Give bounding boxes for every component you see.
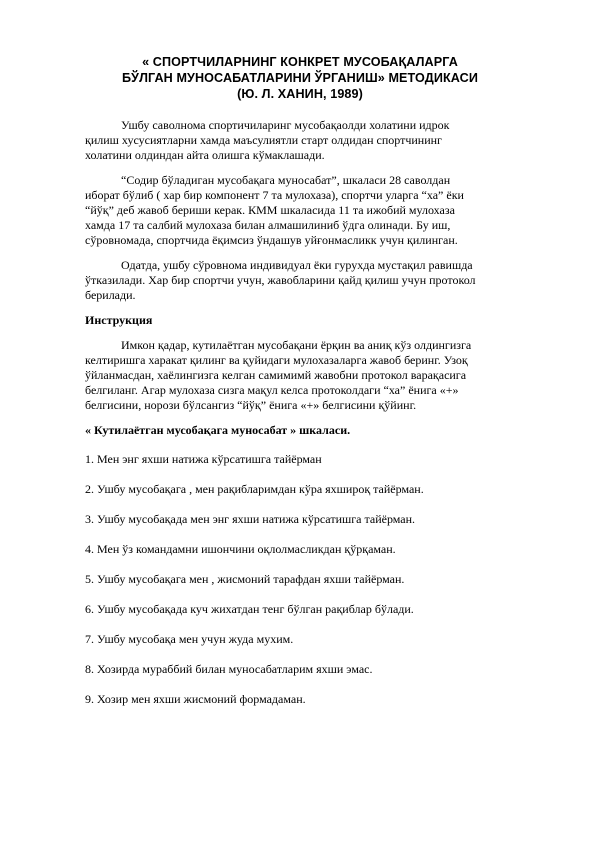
scale-description-paragraph	[85, 173, 515, 248]
intro-paragraph	[85, 118, 515, 163]
paragraph-line: қилиш хусусиятларни хамда маъсулиятли старт олдидан спортчининг	[85, 133, 442, 147]
list-item: 2. Ушбу мусобақага , мен рақибларимдан кўра яхшироқ тайёрман.	[85, 482, 424, 496]
paragraph-line: белгисини, норози бўлсангиз “йўқ” ёнига «+» белгисини қўйинг.	[85, 398, 417, 412]
paragraph-line: берилади.	[85, 288, 136, 302]
title-line-1: « СПОРТЧИЛАРНИНГ КОНКРЕТ МУСОБАҚАЛАРГА	[142, 55, 458, 69]
paragraph-line: сўровномада, спортчида ёқимсиз ўндашув уйғонмасликк учун қилинган.	[85, 233, 458, 247]
paragraph-line: “Содир бўладиган мусобақага муносабат”, шкаласи 28 саволдан	[121, 173, 451, 187]
paragraph-line: Ушбу саволнома спортичиларинг мусобақаолди холатини идрок	[121, 118, 450, 132]
paragraph-line: холатини олдиндан айта олишга кўмаклашади.	[85, 148, 325, 162]
paragraph-line: хамда 17 та салбий мулохаза билан алмашилиниб ўдга олинади. Бу иш,	[85, 218, 451, 232]
paragraph-line: Имкон қадар, кутилаётган мусобақани ёрқин ва аниқ кўз олдингизга	[121, 338, 472, 352]
list-item: 9. Хозир мен яхши жисмоний формадаман.	[85, 692, 306, 706]
scale-items-list	[85, 452, 515, 707]
paragraph-line: белгиланг. Агар мулохаза сизга мақул келса протоколдаги “ха” ёнига «+»	[85, 383, 459, 397]
paragraph-line: ўйланмасдан, хаёлингизга келган самимимй жавобни протокол варақасига	[85, 368, 467, 382]
list-item: 4. Мен ўз командамни ишончини оқлолмасликдан қўрқаман.	[85, 542, 396, 556]
procedure-paragraph	[85, 258, 515, 303]
title-line-3: (Ю. Л. ХАНИН, 1989)	[237, 87, 363, 101]
document-page	[85, 54, 515, 722]
list-item: 3. Ушбу мусобақада мен энг яхши натижа кўрсатишга тайёрман.	[85, 512, 416, 526]
paragraph-line: Одатда, ушбу сўровнома индивидуал ёки гурухда мустақил равишда	[121, 258, 473, 272]
list-item: 1. Мен энг яхши натижа кўрсатишга тайёрман	[85, 452, 322, 466]
list-item: 6. Ушбу мусобақада куч жихатдан тенг бўлган рақиблар бўлади.	[85, 602, 414, 616]
paragraph-line: келтиришга харакат қилинг ва қуйидаги мулохазаларга жавоб беринг. Узоқ	[85, 353, 468, 367]
instruction-paragraph	[85, 338, 515, 413]
scale-heading: « Кутилаётган мусобақага муносабат » шкаласи.	[85, 423, 351, 437]
list-item: 7. Ушбу мусобақа мен учун жуда мухим.	[85, 632, 294, 646]
document-title	[85, 54, 515, 102]
paragraph-line: ўтказилади. Хар бир спортчи учун, жавобларини қайд қилиш учун протокол	[85, 273, 476, 287]
instruction-heading: Инструкция	[85, 313, 153, 327]
list-item: 5. Ушбу мусобақага мен , жисмоний тарафдан яхши тайёрман.	[85, 572, 405, 586]
list-item: 8. Хозирда мураббий билан муносабатларим яхши эмас.	[85, 662, 373, 676]
paragraph-line: “йўқ” деб жавоб бериши керак. КММ шкаласида 11 та ижобий мулохаза	[85, 203, 455, 217]
title-line-2: БЎЛГАН МУНОСАБАТЛАРИНИ ЎРГАНИШ» МЕТОДИКАСИ	[121, 71, 478, 85]
paragraph-line: иборат бўлиб ( хар бир компонент 7 та мулохаза), спортчи уларга “ха” ёки	[85, 188, 464, 202]
